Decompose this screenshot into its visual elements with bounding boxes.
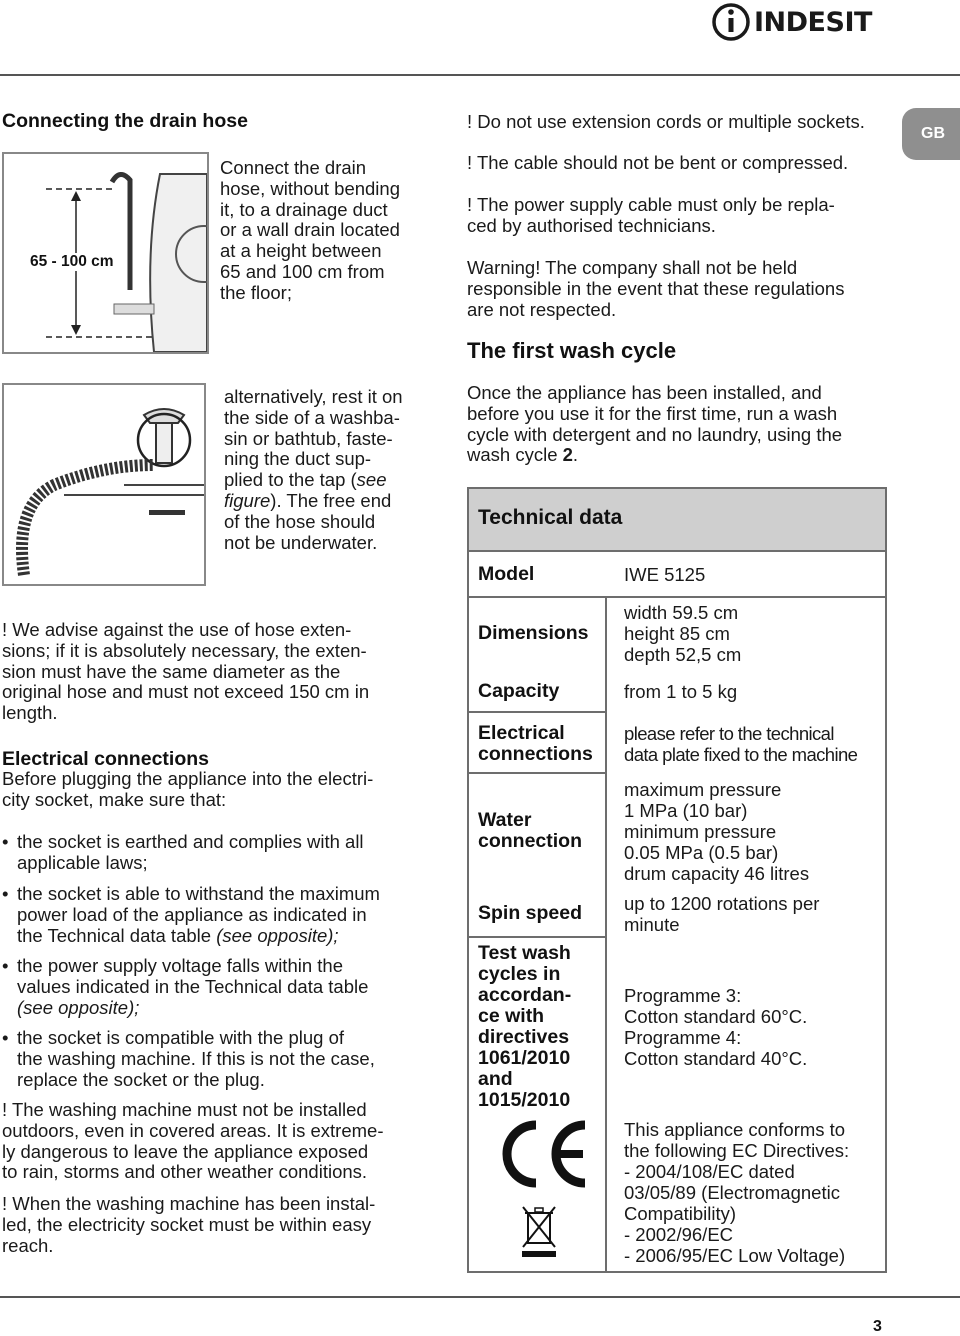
test-wash-label: Test wash cycles in accordan- ce with directives 1061/2010 and 1015/2010 (478, 942, 572, 1111)
model-value: IWE 5125 (624, 564, 706, 585)
cycle-number: 2 (562, 444, 573, 466)
drain-connect-text: Connect the drain hose, without bending it, to a drainage duct or a wall drain located at a height between 65 and 100 cm from the floor; (220, 157, 400, 303)
tap-hose-diagram-icon (4, 385, 204, 584)
socket-access-warning: ! When the washing machine has been instal- led, the electricity socket must be within easy reach. (2, 1193, 376, 1256)
test-wash-value: Programme 3: Cotton standard 60°C. Programme 4: Cotton standard 40°C. (624, 985, 808, 1069)
electrical-intro: Before plugging the appliance into the electri- city socket, make sure that: (2, 768, 374, 810)
indesit-logo (712, 2, 892, 44)
top-rule (0, 74, 960, 76)
bullet-dot: • (2, 883, 9, 904)
row-divider (469, 711, 605, 713)
note-cable-bent: ! The cable should not be bent or compressed. (467, 152, 849, 173)
note-warning-regulations: Warning! The company shall not be held responsible in the event that these regulations are not respected. (467, 257, 845, 320)
bullet-dot: • (2, 955, 9, 976)
first-wash-text: Once the appliance has been installed, and before you use it for the first time, run a wash cycle with detergent and no laundry, using the wash cycle 2. (467, 382, 843, 466)
model-label: Model (478, 563, 535, 585)
note-cable-replace: ! The power supply cable must only be repla- ced by authorised technicians. (467, 194, 835, 236)
washbasin-text: alternatively, rest it on the side of a washba- sin or bathtub, faste- ning the duct sup- plied to the tap (see figure). The free end of the hose should not be underwater. (224, 386, 403, 553)
bullet-dot: • (2, 1027, 9, 1048)
electrical-connections-label: Electrical connections (478, 722, 593, 765)
water-connection-label: Water connection (478, 809, 583, 852)
water-connection-value: maximum pressure 1 MPa (10 bar) minimum pressure 0.05 MPa (0.5 bar) drum capacity 46 litres (624, 779, 810, 884)
washbasin-figure (2, 383, 206, 586)
first-wash-heading: The first wash cycle (467, 338, 677, 363)
technical-data-table (467, 487, 887, 1273)
row-divider (469, 772, 605, 774)
electrical-heading: Electrical connections (2, 748, 209, 770)
drain-height-figure (2, 152, 209, 354)
note-extension-cords: ! Do not use extension cords or multiple sockets. (467, 111, 865, 132)
weee-bin-icon (519, 1203, 559, 1259)
dimensions-value: width 59.5 cm height 85 cm depth 52,5 cm (624, 602, 742, 665)
technical-data-title: Technical data (478, 506, 623, 529)
technical-data-header (469, 489, 885, 552)
ce-mark-icon (491, 1119, 591, 1189)
ec-directives-value: This appliance conforms to the following EC Directives: - 2004/108/EC dated 03/05/89 (Electromagnetic Compatibility) - 2002/96/EC - 2006/95/EC Low Voltage) (624, 1119, 850, 1266)
spin-speed-value: up to 1200 rotations per minute (624, 893, 820, 935)
brand-wordmark: INDESIT (754, 7, 872, 38)
row-divider (469, 936, 605, 938)
bottom-rule (0, 1296, 960, 1298)
language-tab: GB (902, 108, 960, 160)
drain-hose-heading: Connecting the drain hose (2, 110, 248, 132)
electrical-connections-value: please refer to the technical data plate fixed to the machine (624, 723, 858, 765)
capacity-label: Capacity (478, 680, 560, 702)
drain-height-label: 65 - 100 cm (30, 253, 114, 270)
bullet-dot: • (2, 831, 9, 852)
dimensions-label: Dimensions (478, 622, 589, 644)
hose-extension-advice: ! We advise against the use of hose exten- sions; if it is absolutely necessary, the exten- sion must have the same diameter as the original hose and must not exceed 150 cm in length. (2, 619, 370, 724)
spin-speed-label: Spin speed (478, 902, 583, 924)
page-number: 3 (873, 1318, 882, 1335)
outdoor-warning: ! The washing machine must not be installed outdoors, even in covered areas. It is extreme- ly dangerous to leave the appliance exposed to rain, storms and other weather conditions. (2, 1099, 384, 1183)
row-divider (469, 596, 885, 598)
capacity-value: from 1 to 5 kg (624, 681, 738, 702)
